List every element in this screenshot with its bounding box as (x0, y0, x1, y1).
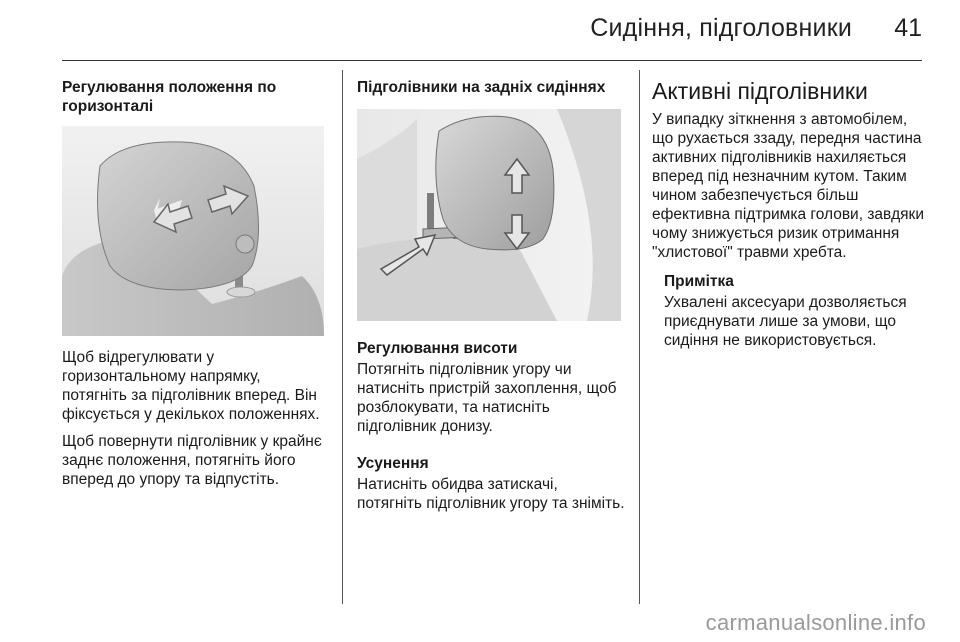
height-adjustment-text: Потягніть підголівник угору чи натисніть пристрій захоплення, щоб розблокувати, та натисніть підголівник донизу. (357, 361, 617, 435)
subheading-removal: Усунення (357, 455, 429, 472)
headrest-horizontal-adjust-icon (62, 126, 324, 336)
subheading-height-adjustment: Регулювання висоти (357, 340, 518, 357)
column-divider-2 (639, 70, 640, 604)
header-divider (62, 60, 922, 61)
page-number: 41 (894, 14, 922, 42)
section-heading-active-headrests: Активні підголівники (652, 78, 868, 104)
active-headrests-text: У випадку зіткнення з автомобілем, що рухається ззаду, передня частина активних підголівників нахиляється вперед під незначним кутом. Таким чином забезпечується більш ефективна підтримка голови, завдяки чому знижується ризик отримання "хлистової" травми хребта. (652, 111, 924, 261)
column-rear-headrests (357, 78, 625, 521)
horizontal-instructions-1: Щоб відрегулювати у горизонтальному напрямку, потягніть за підголівник вперед. Він фіксується у декількох положеннях. (62, 349, 320, 423)
rear-headrest-height-adjust-icon (357, 109, 621, 321)
removal-text: Натисніть обидва затискачі, потягніть підголівник угору та зніміть. (357, 476, 625, 512)
watermark: carmanualsonline.info (705, 610, 926, 635)
page-title: Сидіння, підголовники (590, 14, 852, 42)
column-divider-1 (342, 70, 343, 604)
section-heading-horizontal: Регулювання положення по горизонталі (62, 79, 277, 115)
note-text: Ухвалені аксесуари дозволяється приєднувати лише за умови, що сидіння не використовується. (664, 294, 907, 349)
column-active-headrests (652, 78, 924, 358)
headrest-horizontal-figure (62, 126, 324, 336)
column-horizontal-adjustment (62, 78, 326, 497)
rear-headrest-figure (357, 109, 621, 321)
note-block (652, 272, 924, 350)
note-heading: Примітка (664, 273, 734, 290)
horizontal-instructions-2: Щоб повернути підголівник у крайнє заднє положення, потягніть його вперед до упору та відпустіть. (62, 433, 322, 488)
section-heading-rear-headrests: Підголівники на задніх сидіннях (357, 79, 606, 96)
